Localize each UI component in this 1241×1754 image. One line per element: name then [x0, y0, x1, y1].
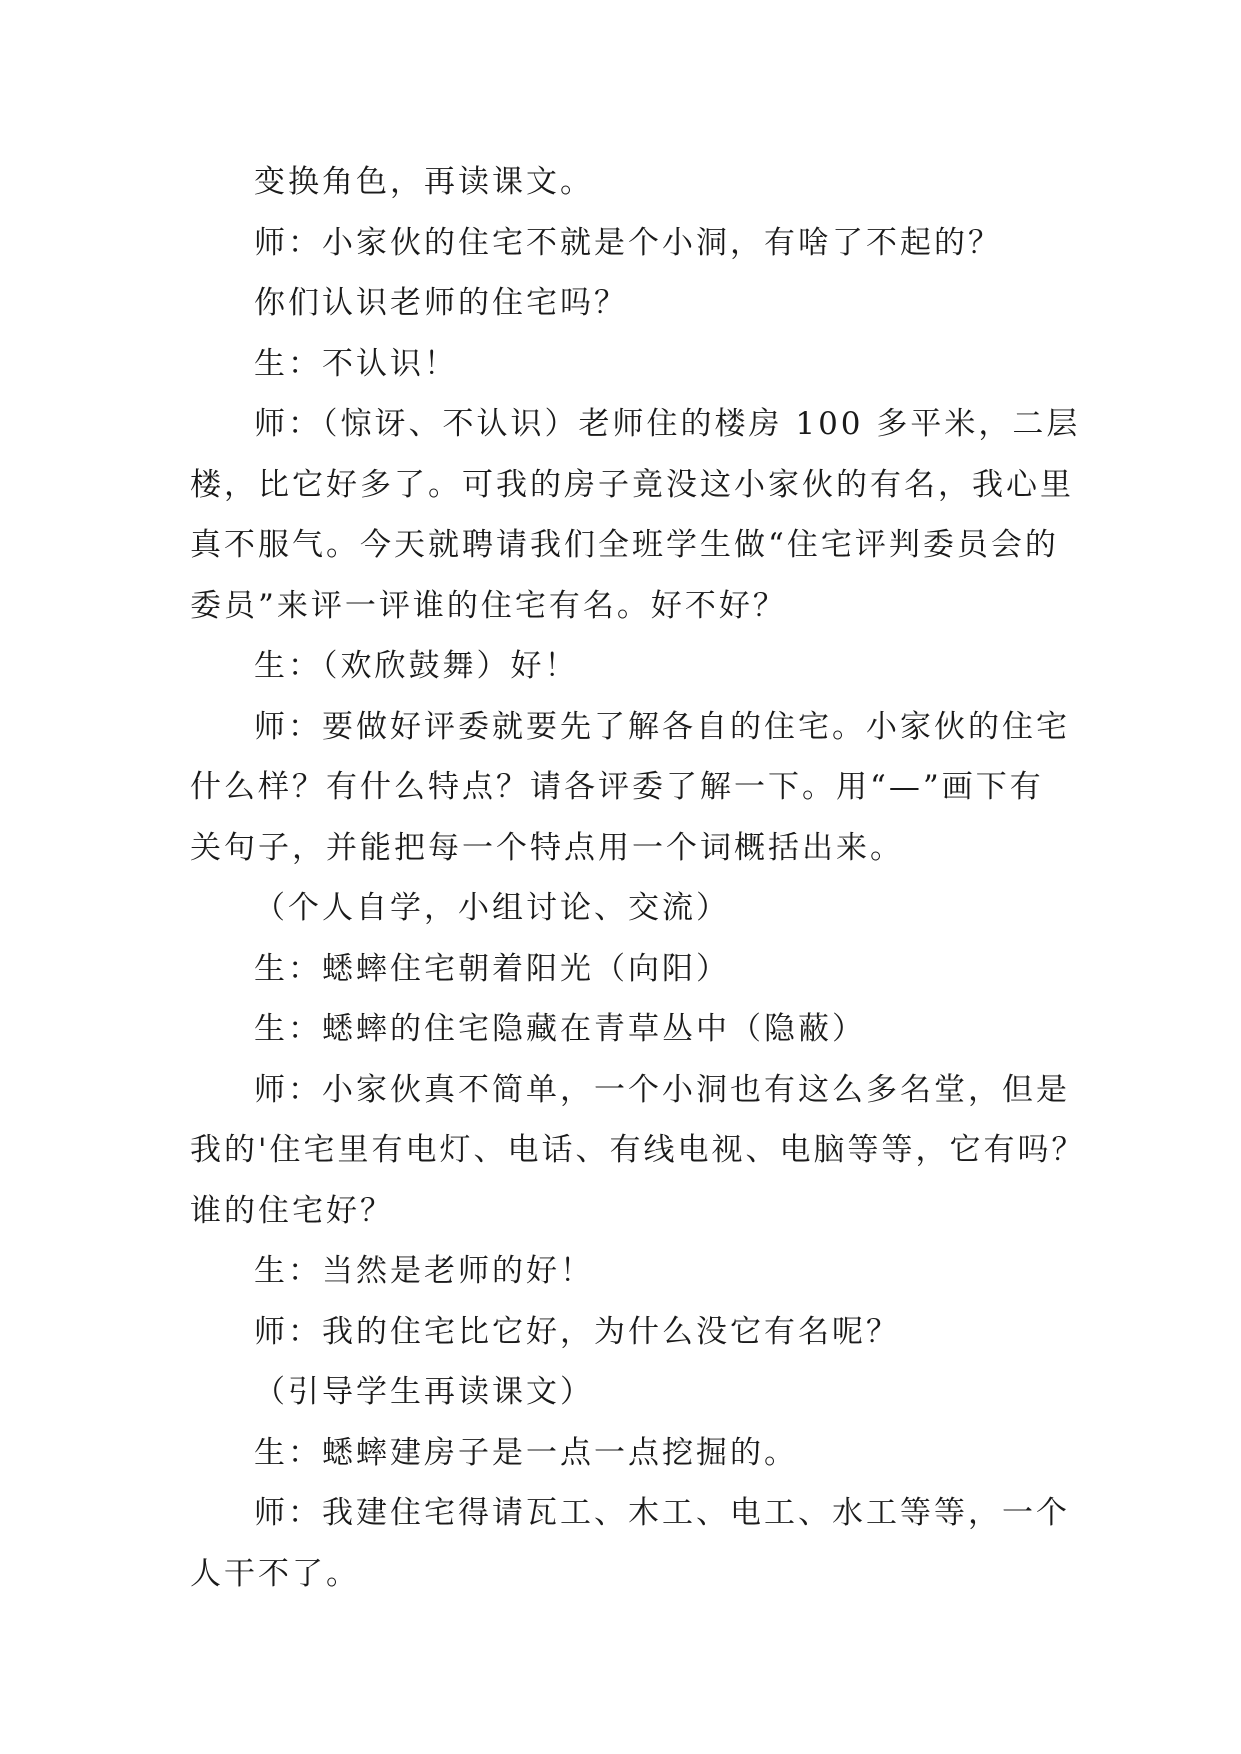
- paragraph-line-first: 生：蟋蟀建房子是一点一点挖掘的。: [254, 1434, 798, 1471]
- paragraph-line-first: 生：当然是老师的好！: [254, 1253, 594, 1289]
- paragraph-line: 真不服气。今天就聘请我们全班学生做“住宅评判委员会的: [190, 527, 1059, 563]
- document-body: [190, 152, 1086, 1604]
- paragraph-line-first: 变换角色，再读课文。: [254, 164, 594, 200]
- paragraph-line-first: 师：我建住宅得请瓦工、木工、电工、水工等等，一个: [254, 1495, 1070, 1531]
- paragraph-line: 楼，比它好多了。可我的房子竟没这小家伙的有名，我心里: [190, 466, 1074, 503]
- paragraph-line-first: 生：（欢欣鼓舞）好！: [254, 648, 579, 684]
- paragraph-line-first: 师：要做好评委就要先了解各自的住宅。小家伙的住宅: [254, 708, 1070, 745]
- paragraph-line-first: 师：（惊讶、不认识）老师住的楼房 100 多平米，二层: [254, 406, 1081, 442]
- paragraph-line: 什么样？有什么特点？请各评委了解一下。用“—”画下有: [190, 769, 1044, 805]
- paragraph-line-first: 生：不认识！: [254, 345, 458, 382]
- paragraph-line-first: 你们认识老师的住宅吗？: [254, 285, 628, 321]
- paragraph-line-first: 师：小家伙真不简单，一个小洞也有这么多名堂，但是: [254, 1071, 1070, 1108]
- paragraph-line-first: 生：蟋蟀的住宅隐藏在青草丛中（隐蔽）: [254, 1011, 866, 1047]
- paragraph-line: 委员”来评一评谁的住宅有名。好不好？: [190, 587, 787, 624]
- paragraph-line: 关句子，并能把每一个特点用一个词概括出来。: [190, 829, 904, 866]
- paragraph-line: 人干不了。: [190, 1555, 360, 1592]
- paragraph-line-first: 师：我的住宅比它好，为什么没它有名呢？: [254, 1313, 900, 1350]
- paragraph-line-first: 生：蟋蟀住宅朝着阳光（向阳）: [254, 950, 730, 987]
- paragraph-line-first: （引导学生再读课文）: [254, 1374, 594, 1410]
- paragraph-line: 谁的住宅好？: [190, 1192, 394, 1229]
- paragraph-line-first: （个人自学，小组讨论、交流）: [254, 890, 730, 926]
- paragraph-line: 我的'住宅里有电灯、电话、有线电视、电脑等等，它有吗？: [190, 1132, 1086, 1168]
- paragraph-line-first: 师：小家伙的住宅不就是个小洞，有啥了不起的？: [254, 224, 1002, 261]
